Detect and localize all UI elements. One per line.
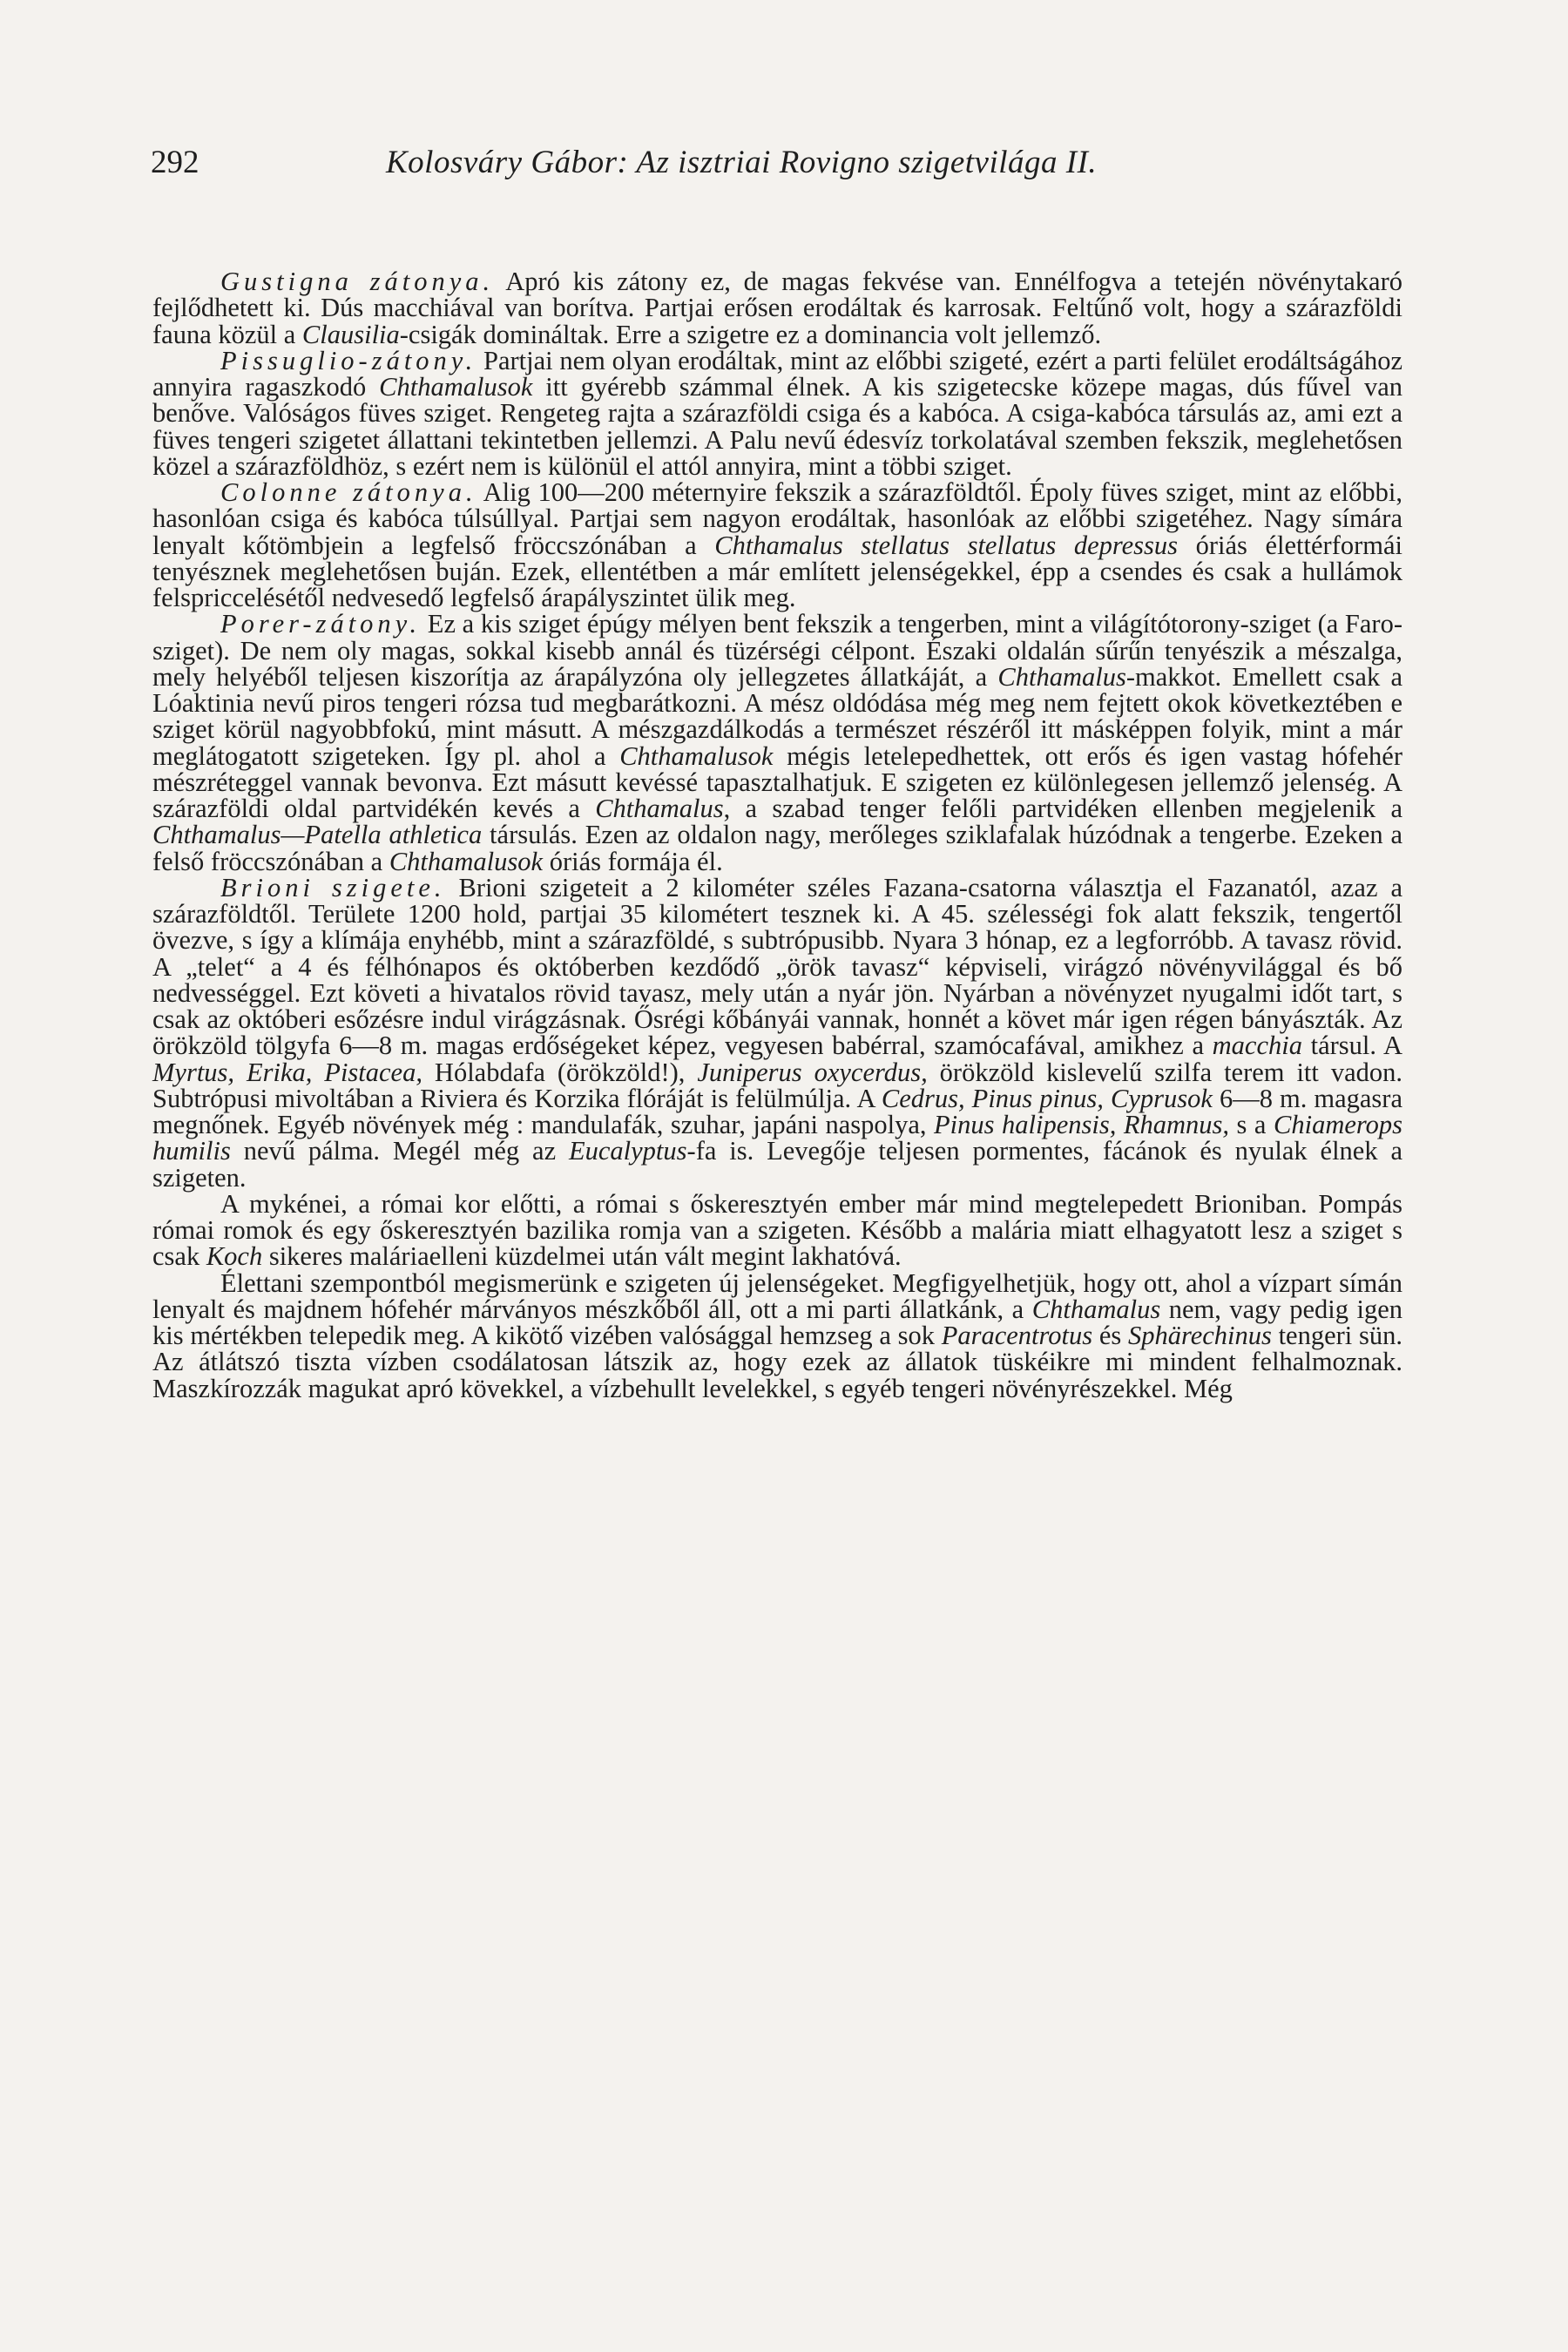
paragraph-text: Partjai nem olyan erodáltak, mint az előbbi szigeté, ezért a parti felület erodáltságához annyira ragaszkodó	[152, 345, 1402, 402]
paragraph-text: Ez a kis sziget épúgy mélyen bent fekszik a tengerben, mint a világítótorony-sziget (a Faro-sziget). De nem oly magas, sokkal kisebb annál és tüzérségi célpont. Északi oldalán sűrűn tenyészik a mészalga, mely helyéből teljesen kiszorítja az árapályzóna oly jellegzetes állatkáját, a	[152, 609, 1402, 692]
species-name: Chthamalus	[595, 794, 724, 823]
paragraph-text: nevű pálma. Megél még az	[230, 1136, 569, 1166]
paragraph-text: óriás élettérformái tenyésznek meglehetősen buján. Ezek, ellentétben a már említett jelenségekkel, épp a csendes és csak a hullámok felspriccelésétől nedvesedő legfelső árapályszintet ülik meg.	[152, 530, 1402, 612]
paragraph-text: -makkot. Emellett csak a Lóaktinia nevű piros tengeri rózsa tud megbarátkozni. A mész oldódása még meg nem fejtett okok következtében e sziget körül nagyobbfokú, mint másutt. A mészgazdálkodás a természet részéről itt másképpen folyik, mint a már meglátogatott szigeteken. Így pl. ahol a	[152, 661, 1403, 771]
paragraph-text: nem, vagy pedig igen kis mértékben telepedik meg. A kikötő vizében valósággal hemzseg a sok	[152, 1294, 1402, 1350]
section-heading-pissuglio: Pissuglio-zátony.	[220, 345, 477, 375]
species-name: Chthamalusok	[379, 372, 533, 402]
page-number: 292	[151, 145, 199, 180]
species-name: Chthamalusok	[389, 846, 544, 876]
species-name: Paracentrotus	[941, 1321, 1093, 1350]
species-name: Eucalyptus	[569, 1136, 687, 1166]
paragraph-text: -fa is. Levegője teljesen pormentes, fácánok és nyulak élnek a szigeten.	[152, 1136, 1402, 1193]
paragraph-text: tengeri sün. Az átlátszó tiszta vízben csodálatosan látszik az, hogy ezek az állatok tüskéikre mi mindent felhalmoznak. Maszkírozzák magukat apró kövekkel, a vízbehullt levelekkel, s egyéb tengeri növényrészekkel. Még	[152, 1321, 1402, 1403]
body-text	[152, 268, 1402, 1402]
species-name: Sphärechinus	[1127, 1321, 1272, 1350]
paragraph-text: sikeres maláriaelleni küzdelmei után vált megint lakhatóvá.	[262, 1241, 902, 1272]
paragraph-physiology	[152, 1267, 1402, 1403]
paragraph-text: Élettani szempontból megismerünk e szigeten új jelenségeket. Megfigyelhetjük, hogy ott, ahol a vízpart símán lenyalt és majdnem hófehér márványos mészkőből áll, ott a mi parti állatkánk, a	[152, 1267, 1402, 1324]
species-name: Myrtus, Erika, Pistacea,	[152, 1057, 422, 1087]
paragraph-colonne	[152, 479, 1402, 611]
species-name: Chthamalus stellatus stellatus depressus	[714, 530, 1179, 560]
paragraph-text: Hólabdafa (örökzöld!),	[422, 1057, 698, 1087]
section-heading-gustigna: Gustigna zátonya.	[220, 267, 495, 296]
page-header	[151, 141, 1414, 185]
species-name: Chthamalus	[997, 661, 1126, 692]
paragraph-text: 6—8 m. magasra megnőnek. Egyéb növények még : mandulafák, szuhar, japáni naspolya,	[152, 1083, 1402, 1139]
section-heading-brioni: Brioni szigete.	[220, 872, 446, 902]
species-name: Pinus halipensis, Rhamnus,	[934, 1110, 1230, 1139]
paragraph-text: örökzöld kislevelű szilfa terem itt vadon. Subtrópusi mivoltában a Riviera és Korzika flóráját is felülmúlja. A	[152, 1057, 1402, 1113]
paragraph-text: -csigák domináltak. Erre a szigetre ez a dominancia volt jellemző.	[399, 319, 1102, 349]
paragraph-pissuglio	[152, 345, 1402, 481]
section-heading-porer: Porer-zátony.	[220, 609, 422, 639]
running-title: Kolosváry Gábor: Az isztriai Rovigno szigetvilága II.	[386, 145, 1098, 180]
species-name: Chiamerops humilis	[152, 1110, 1402, 1166]
species-name: Cedrus, Pinus pinus, Cyprusok	[881, 1083, 1213, 1113]
species-name: Chthamalusok	[619, 740, 774, 771]
paragraph-brioni	[152, 872, 1403, 1193]
paragraph-gustigna	[152, 268, 1402, 348]
paragraph-text: s a	[1229, 1110, 1274, 1139]
paragraph-text: itt gyérebb számmal élnek. A kis szigetecske közepe magas, dús fűvel van benőve. Valóságos füves sziget. Rengeteg rajta a szárazföldi csiga és a kabóca. A csiga-kabóca társulás az, ami ezt a füves tengeri szigetet állattani tekintetben jellemzi. A Palu nevű édesvíz torkolatával szemben fekszik, meglehetősen közel a szárazföldhöz, s ezért nem is különül el attól annyira, mint a többi sziget.	[152, 372, 1402, 481]
paragraph-text: Alig 100—200 méternyire fekszik a szárazföldtől. Époly füves sziget, mint az előbbi, hasonlóan csiga és kabóca túlsúllyal. Partjai sem nagyon erodáltak, hasonlóak az előbbi szigetéhez. Nagy símára lenyalt kőtömbjein a legfelső fröccszónában a	[152, 477, 1402, 560]
species-name: Clausilia	[301, 319, 400, 349]
species-name: Chthamalus	[1031, 1294, 1161, 1324]
paragraph-text: , a szabad tenger felőli partvidéken ellenben megjelenik a	[723, 794, 1402, 823]
paragraph-text: társulás. Ezen az oldalon nagy, merőleges sziklafalak húzódnak a tengerbe. Ezeken a felső fröccszónában a	[152, 820, 1402, 876]
paragraph-text: óriás formája él.	[543, 846, 723, 876]
paragraph-text: és	[1092, 1321, 1128, 1350]
paragraph-text: társul. A	[1301, 1031, 1403, 1061]
species-name: macchia	[1212, 1031, 1302, 1061]
section-heading-colonne: Colonne zátonya.	[220, 477, 477, 507]
paragraph-text: Brioni szigeteit a 2 kilométer széles Fazana-csatorna választja el Fazanatól, azaz a szárazföldtől. Területe 1200 hold, partjai 35 kilométert tesznek ki. A 45. szélességi fok alatt fekszik, tengertől övezve, s így a klímája enyhébb, mint a szárazföldé, s subtrópusibb. Nyara 3 hónap, ez a legforróbb. A tavasz rövid. A „telet“ a 4 és félhónapos és októberben kezdődő „örök tavasz“ képviseli, virágzó növényvilággal és bő nedvességgel. Ezt követi a hivatalos rövid tavasz, mely után a nyár jön. Nyárban a növényzet nyugalmi időt tart, s csak az októberi esőzésre indul virágzásnak. Ősrégi kőbányái vannak, honnét a követ már igen régen bányászták. Az örökzöld tölgyfa 6—8 m. magas erdőségeket képez, vegyesen babérral, szamócafával, amikhez a	[152, 872, 1402, 1061]
paragraph-history	[152, 1188, 1402, 1272]
species-name: Juniperus oxycerdus,	[697, 1057, 928, 1087]
paragraph-text: mégis letelepedhettek, ott erős és igen vastag hófehér mészréteggel vannak bevonva. Ezt másutt kevéssé tapasztalhatjuk. E szigeten ez különlegesen jellemző jelenség. A szárazföldi oldal partvidékén kevés a	[152, 740, 1402, 823]
paragraph-text: Apró kis zátony ez, de magas fekvése van. Ennélfogva a tetején növénytakaró fejlődhetett ki. Dús macchiával van borítva. Partjai erősen erodáltak és karrosak. Feltűnő volt, hogy a szárazföldi fauna közül a	[152, 267, 1402, 349]
paragraph-text: A mykénei, a római kor előtti, a római s őskeresztyén ember már mind megtelepedett Brioniban. Pompás római romok és egy őskeresztyén bazilika romja van a szigeten. Később a malária miatt elhagyatott lesz a sziget s csak	[152, 1188, 1402, 1272]
species-name: Chthamalus—Patella athletica	[152, 820, 483, 850]
paragraph-porer	[152, 611, 1402, 875]
person-name: Koch	[206, 1241, 263, 1272]
